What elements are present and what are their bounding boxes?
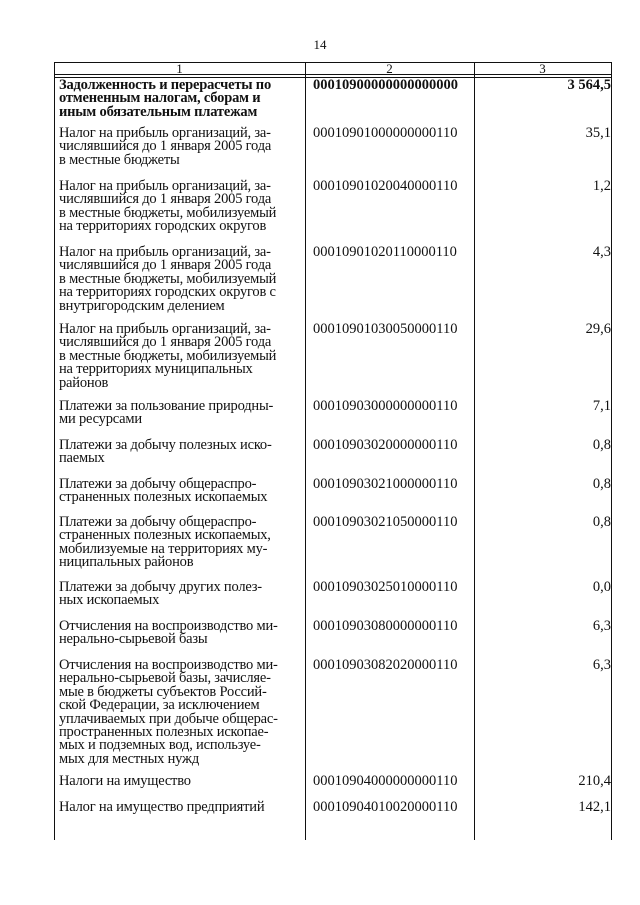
row-amount: 35,1 — [585, 125, 611, 141]
row-label-line: Отчисления на воспроизводство ми- — [59, 657, 278, 673]
page-number: 14 — [313, 37, 327, 52]
table-right-border — [611, 62, 612, 840]
row-label-line: нерально-сырьевой базы — [59, 631, 208, 648]
row-label — [59, 439, 302, 466]
row-code: 00010904010020000110 — [313, 799, 458, 815]
row-amount: 0,8 — [592, 437, 611, 453]
row-label — [59, 246, 302, 313]
row-label-line: Платежи за добычу других полез- — [59, 579, 262, 595]
row-label — [59, 516, 302, 570]
row-label-line: на территориях городских округов — [59, 218, 267, 235]
row-label — [59, 79, 302, 119]
row-code: 00010901020040000110 — [313, 178, 458, 194]
row-code: 00010903021000000110 — [313, 476, 458, 492]
row-code: 00010900000000000000 — [313, 77, 458, 93]
row-label-line: Платежи за добычу полезных иско- — [59, 437, 272, 453]
row-label-line: пространенных полезных ископае- — [59, 724, 269, 741]
row-label — [59, 801, 302, 814]
row-amount: 1,2 — [592, 178, 611, 194]
row-amount: 4,3 — [592, 244, 611, 260]
row-label — [59, 127, 302, 167]
row-label-line: страненных полезных ископаемых, — [59, 527, 271, 544]
row-label-line: ской Федерации, за исключением — [59, 697, 260, 714]
row-amount: 0,8 — [592, 476, 611, 492]
row-label-line: числявшийся до 1 января 2005 года — [59, 138, 272, 155]
row-amount: 6,3 — [592, 618, 611, 634]
row-label — [59, 180, 302, 234]
row-code: 00010903025010000110 — [313, 579, 458, 595]
row-code: 00010901000000000110 — [313, 125, 458, 141]
row-label-line: в местные бюджеты — [59, 151, 180, 168]
row-code: 00010903020000000110 — [313, 437, 458, 453]
row-code: 00010904000000000110 — [313, 773, 458, 789]
row-amount: 210,4 — [578, 773, 611, 789]
row-code: 00010903021050000110 — [313, 514, 458, 530]
row-label — [59, 400, 302, 427]
row-amount: 0,8 — [592, 514, 611, 530]
row-label — [59, 620, 302, 647]
row-label-line: внутригородским делением — [59, 297, 225, 314]
table-divider-1 — [305, 62, 306, 840]
row-label-line: районов — [59, 374, 109, 391]
row-label-line: Налог на прибыль организаций, за- — [59, 178, 271, 194]
row-label-line: Платежи за пользование природны- — [59, 398, 274, 414]
column-header-1: 1 — [176, 61, 183, 76]
row-label-line: ных ископаемых — [59, 592, 160, 609]
row-amount: 6,3 — [592, 657, 611, 673]
row-label-line: Налог на имущество предприятий — [59, 799, 265, 815]
row-label-line: Налог на прибыль организаций, за- — [59, 321, 271, 337]
row-label — [59, 581, 302, 608]
row-label-line: Налоги на имущество — [59, 773, 191, 789]
row-amount: 142,1 — [578, 799, 611, 815]
row-label-line: числявшийся до 1 января 2005 года — [59, 257, 272, 274]
row-label-line: в местные бюджеты, мобилизуемый — [59, 347, 277, 364]
row-amount: 7,1 — [592, 398, 611, 414]
row-label — [59, 775, 302, 788]
row-label-line: на территориях городских округов с — [59, 284, 276, 301]
table-left-border — [54, 62, 55, 840]
row-label-line: Отчисления на воспроизводство ми- — [59, 618, 278, 634]
row-label — [59, 478, 302, 505]
column-header-2: 2 — [386, 61, 393, 76]
row-label-line: мобилизуемые на территориях му- — [59, 540, 268, 557]
row-label-line: на территориях муниципальных — [59, 361, 253, 378]
row-code: 00010901020110000110 — [313, 244, 457, 260]
row-label-line: мых для местных нужд — [59, 750, 200, 767]
row-label-line: Задолженность и перерасчеты по — [59, 77, 272, 93]
row-code: 00010903082020000110 — [313, 657, 458, 673]
row-label-line: страненных полезных ископаемых — [59, 489, 268, 506]
row-label-line: Налог на прибыль организаций, за- — [59, 244, 271, 260]
table-divider-2 — [474, 62, 475, 840]
row-label-line: паемых — [59, 450, 105, 467]
row-label-line: числявшийся до 1 января 2005 года — [59, 334, 272, 351]
row-code: 00010903080000000110 — [313, 618, 458, 634]
column-header-3: 3 — [539, 61, 546, 76]
row-amount: 3 564,5 — [567, 77, 611, 93]
row-label-line: нерально-сырьевой базы, зачисляе- — [59, 670, 271, 687]
row-label-line: отмененным налогам, сборам и — [59, 90, 261, 107]
row-label-line: в местные бюджеты, мобилизуемый — [59, 270, 277, 287]
row-code: 00010901030050000110 — [313, 321, 458, 337]
row-code: 00010903000000000110 — [313, 398, 458, 414]
row-label-line: в местные бюджеты, мобилизуемый — [59, 204, 277, 221]
row-label-line: мых и подземных вод, используе- — [59, 737, 261, 754]
row-label-line: ниципальных районов — [59, 554, 194, 571]
row-label — [59, 323, 302, 390]
row-amount: 0,0 — [592, 579, 611, 595]
row-amount: 29,6 — [585, 321, 611, 337]
row-label-line: Налог на прибыль организаций, за- — [59, 125, 271, 141]
row-label-line: Платежи за добычу общераспро- — [59, 514, 257, 530]
row-label-line: числявшийся до 1 января 2005 года — [59, 191, 272, 208]
row-label-line: Платежи за добычу общераспро- — [59, 476, 257, 492]
row-label-line: мые в бюджеты субъектов Россий- — [59, 683, 267, 700]
row-label-line: иным обязательным платежам — [59, 103, 258, 120]
row-label-line: уплачиваемых при добыче общерас- — [59, 710, 278, 727]
row-label — [59, 659, 302, 766]
row-label-line: ми ресурсами — [59, 411, 142, 428]
